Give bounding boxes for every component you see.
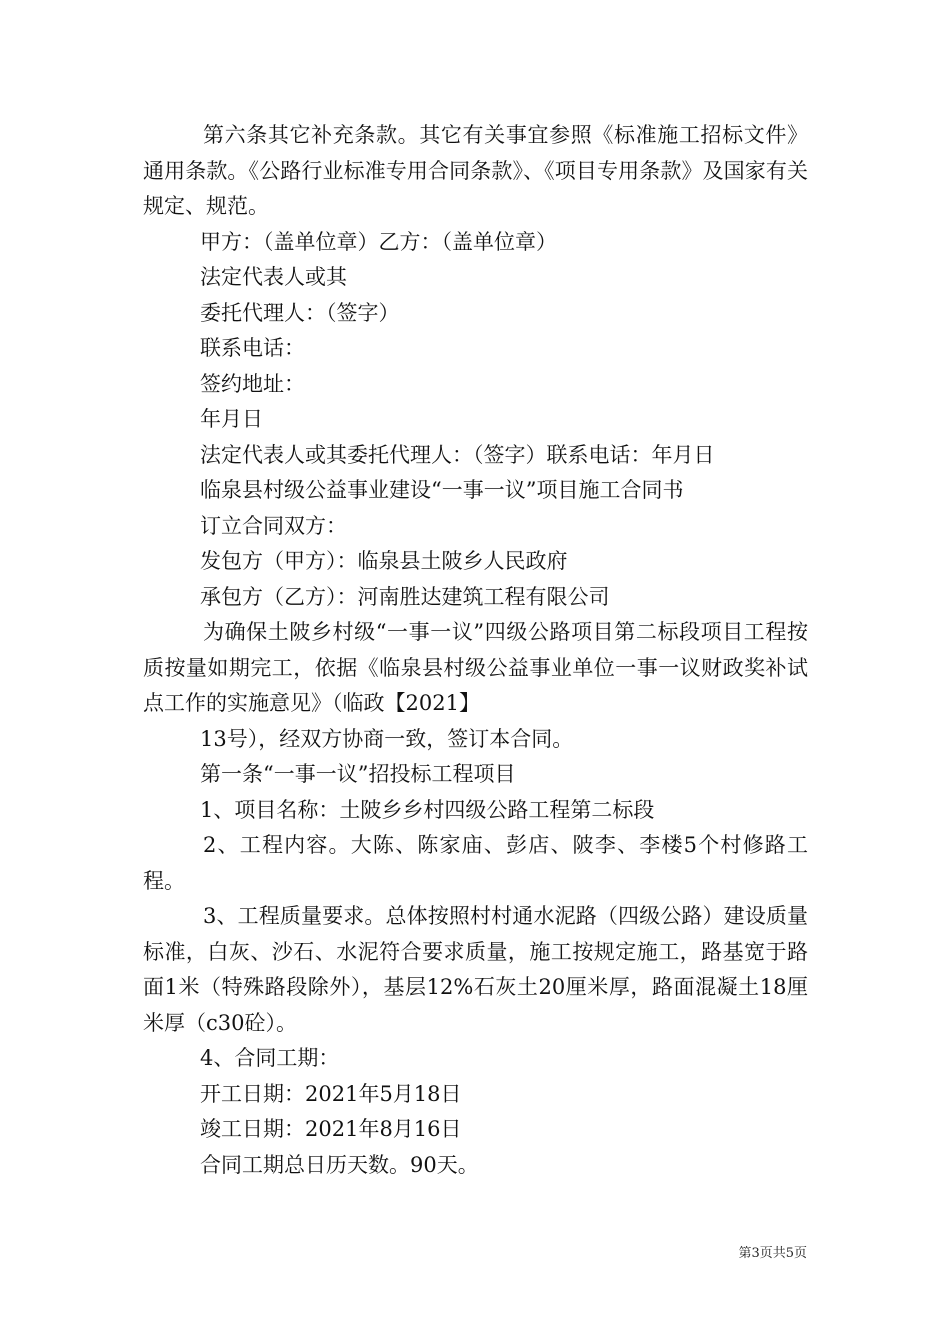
contracting-parties-heading: 订立合同双方：	[200, 513, 347, 538]
work-content-paragraph: 2、工程内容。大陈、陈家庙、彭店、陂李、李楼5个村修路工程。	[143, 833, 808, 893]
document-body	[143, 118, 808, 1183]
date-label: 年月日	[200, 407, 263, 431]
authorized-agent-signature-label: 委托代理人：（签字）	[200, 300, 400, 325]
quality-requirements-paragraph: 3、工程质量要求。总体按照村村通水泥路（四级公路）建设质量标准，白灰、沙石、水泥符合要求质量，施工按规定施工，路基宽于路面1米（特殊路段除外），基层12%石灰土20厘米厚，路面混凝土18厘米厚（c30砼）。	[143, 904, 808, 1035]
contact-phone-label: 联系电话：	[200, 336, 305, 360]
contract-purpose-paragraph: 为确保土陂乡村级“一事一议”四级公路项目第二标段项目工程按质按量如期完工，依据《临泉县村级公益事业单位一事一议财政奖补试点工作的实施意见》（临政【2021】	[143, 620, 808, 715]
project-name-line: 1、项目名称：土陂乡乡村四级公路工程第二标段	[200, 797, 655, 822]
contract-title: 临泉县村级公益事业建设“一事一议”项目施工合同书	[200, 478, 684, 502]
contract-period-heading: 4、合同工期：	[200, 1046, 340, 1070]
clause-6-supplementary-terms: 第六条其它补充条款。其它有关事宜参照《标准施工招标文件》通用条款。《公路行业标准专用合同条款》、《项目专用条款》及国家有关规定、规范。	[143, 123, 808, 218]
party-seal-line: 甲方：（盖单位章）乙方：（盖单位章）	[200, 229, 557, 254]
contract-purpose-continuation: 13号），经双方协商一致，签订本合同。	[200, 726, 574, 751]
legal-representative-label: 法定代表人或其	[200, 265, 347, 289]
completion-date-line: 竣工日期：2021年8月16日	[200, 1117, 462, 1141]
total-calendar-days-line: 合同工期总日历天数。90天。	[200, 1152, 479, 1177]
clause-1-heading: 第一条“一事一议”招投标工程项目	[200, 762, 516, 786]
start-date-line: 开工日期：2021年5月18日	[200, 1081, 462, 1106]
page-number-footer: 第3页共5页	[738, 1246, 807, 1261]
party-b-signature-line: 法定代表人或其委托代理人：（签字）联系电话：年月日	[200, 442, 715, 467]
party-a-line: 发包方（甲方）：临泉县土陂乡人民政府	[200, 549, 568, 573]
signing-address-label: 签约地址：	[200, 371, 305, 396]
party-b-line: 承包方（乙方）：河南胜达建筑工程有限公司	[200, 584, 610, 609]
